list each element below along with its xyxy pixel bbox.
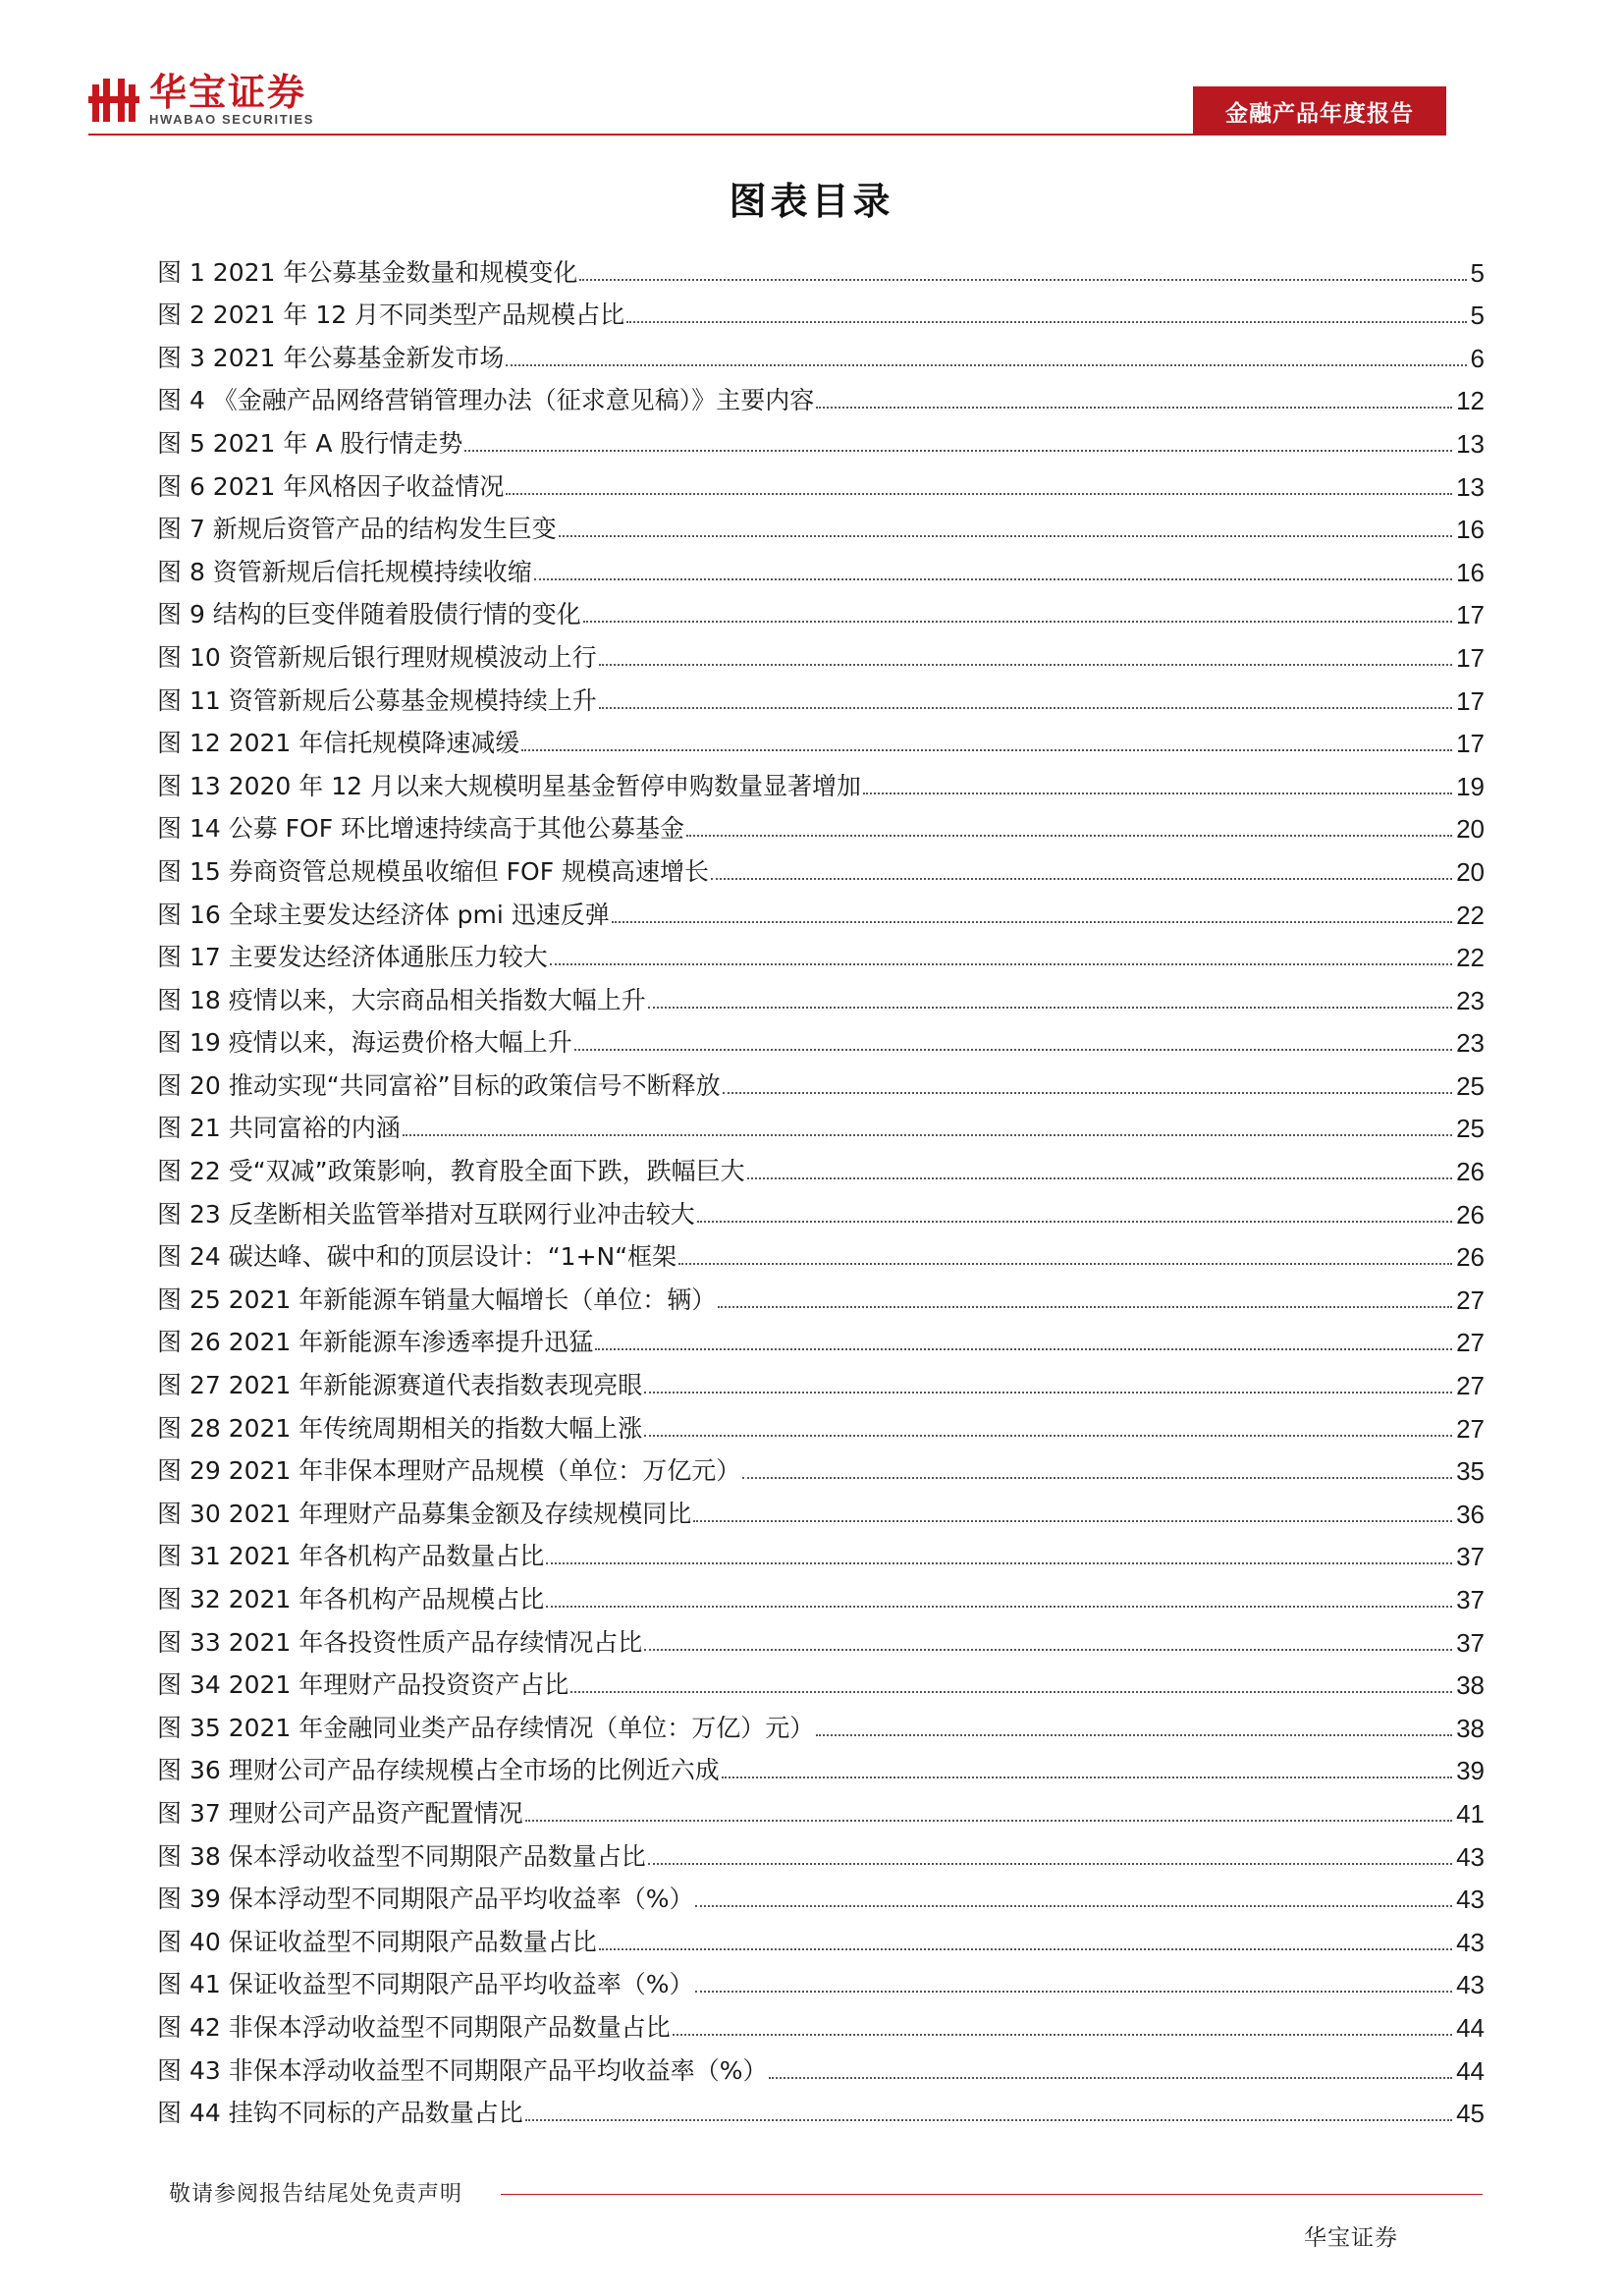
toc-entry[interactable] [157,1999,1485,2043]
toc-leader-dots [525,1820,1452,1822]
toc-entry[interactable] [157,758,1485,801]
toc-entry-page: 5 [1470,301,1485,331]
toc-leader-dots [506,493,1452,495]
toc-entry[interactable] [157,1143,1485,1186]
toc-entry-page: 23 [1456,1028,1485,1059]
toc-entry-label: 图 28 2021 年传统周期相关的指数大幅上涨 [157,1413,643,1443]
toc-leader-dots [595,1348,1452,1350]
toc-leader-dots [722,1777,1452,1778]
toc-entry-page: 13 [1456,471,1485,502]
toc-entry-label: 图 20 推动实现“共同富裕”目标的政策信号不断释放 [157,1070,721,1100]
toc-entry-page: 35 [1456,1456,1485,1487]
toc-entry[interactable] [157,1957,1485,2000]
toc-entry-page: 39 [1456,1756,1485,1786]
toc-entry-label: 图 16 全球主要发达经济体 pmi 迅速反弹 [157,900,610,929]
toc-entry-label: 图 41 保证收益型不同期限产品平均收益率（%） [157,1970,694,1999]
toc-entry-page: 27 [1456,1328,1485,1358]
toc-leader-dots [695,1905,1452,1907]
toc-entry[interactable] [157,544,1485,587]
toc-entry-page: 5 [1470,257,1485,288]
toc-entry-page: 38 [1456,1713,1485,1743]
toc-entry[interactable] [157,1614,1485,1658]
toc-entry-label: 图 36 理财公司产品存续规模占全市场的比例近六成 [157,1756,720,1785]
toc-entry-page: 37 [1456,1542,1485,1572]
toc-leader-dots [403,1134,1452,1136]
toc-entry[interactable] [157,1357,1485,1400]
toc-entry-label: 图 31 2021 年各机构产品数量占比 [157,1542,545,1571]
toc-entry[interactable] [157,502,1485,545]
toc-leader-dots [816,1734,1452,1736]
company-logo [88,73,314,128]
toc-entry[interactable] [157,629,1485,673]
toc-entry[interactable] [157,1186,1485,1230]
toc-entry[interactable] [157,1785,1485,1829]
toc-leader-dots [574,1049,1452,1051]
toc-entry-page: 37 [1456,1585,1485,1614]
toc-entry-page: 17 [1456,685,1485,716]
toc-entry-label: 图 4 《金融产品网络营销管理办法（征求意见稿）》主要内容 [157,386,815,415]
toc-entry-label: 图 6 2021 年风格因子收益情况 [157,471,505,501]
toc-leader-dots [678,1263,1452,1265]
toc-entry[interactable] [157,245,1485,288]
toc-entry-page: 13 [1456,428,1485,459]
toc-leader-dots [521,749,1452,751]
toc-entry[interactable] [157,459,1485,502]
toc-entry[interactable] [157,415,1485,459]
hwabao-logo-icon [88,75,139,126]
toc-entry-label: 图 8 资管新规后信托规模持续收缩 [157,557,532,586]
toc-entry-label: 图 18 疫情以来，大宗商品相关指数大幅上升 [157,985,646,1014]
toc-entry[interactable] [157,1914,1485,1957]
toc-entry-page: 6 [1470,343,1485,373]
toc-entry-page: 27 [1456,1413,1485,1444]
toc-leader-dots [742,1477,1452,1479]
toc-entry-label: 图 12 2021 年信托规模降速减缓 [157,729,520,758]
toc-entry[interactable] [157,1700,1485,1743]
toc-entry-label: 图 25 2021 年新能源车销量大幅增长（单位：辆） [157,1285,717,1314]
toc-leader-dots [723,1092,1452,1094]
toc-entry[interactable] [157,716,1485,759]
toc-leader-dots [747,1177,1452,1179]
toc-leader-dots [693,1520,1452,1522]
toc-entry-label: 图 34 2021 年理财产品投资资产占比 [157,1670,569,1700]
toc-entry-page: 17 [1456,642,1485,673]
toc-leader-dots [863,793,1452,794]
toc-entry-page: 26 [1456,1157,1485,1187]
toc-entry-label: 图 3 2021 年公募基金新发市场 [157,343,505,372]
toc-entry[interactable] [157,1444,1485,1487]
toc-entry-page: 27 [1456,1285,1485,1315]
toc-leader-dots [599,707,1452,709]
toc-entry[interactable] [157,1571,1485,1614]
toc-entry-page: 43 [1456,1970,1485,2000]
toc-entry-page: 17 [1456,600,1485,630]
toc-leader-dots [599,1948,1452,1950]
toc-entry-label: 图 42 非保本浮动收益型不同期限产品数量占比 [157,2012,671,2042]
toc-entry[interactable] [157,930,1485,973]
toc-entry[interactable] [157,2043,1485,2086]
report-type-tag: 金融产品年度报告 [1193,86,1446,136]
toc-entry-page: 20 [1456,814,1485,845]
page-title: 图表目录 [729,179,894,223]
toc-leader-dots [673,2034,1452,2036]
toc-entry[interactable] [157,1872,1485,1915]
toc-entry[interactable] [157,887,1485,930]
toc-leader-dots [534,578,1452,580]
toc-entry-page: 38 [1456,1670,1485,1701]
toc-leader-dots [686,835,1452,837]
toc-entry-page: 23 [1456,985,1485,1015]
toc-leader-dots [644,1435,1452,1437]
toc-entry[interactable] [157,1015,1485,1059]
toc-leader-dots [464,450,1452,452]
toc-entry-page: 43 [1456,1841,1485,1872]
toc-leader-dots [648,1007,1452,1009]
toc-entry-page: 12 [1456,386,1485,416]
toc-leader-dots [579,279,1466,281]
toc-entry-label: 图 39 保本浮动型不同期限产品平均收益率（%） [157,1885,694,1914]
toc-entry-page: 27 [1456,1371,1485,1401]
toc-entry[interactable] [157,801,1485,845]
toc-entry[interactable] [157,1272,1485,1315]
footer-brand: 华宝证券 [1304,2225,1398,2251]
toc-entry-label: 图 40 保证收益型不同期限产品数量占比 [157,1927,597,1956]
toc-leader-dots [546,1562,1452,1564]
toc-entry-label: 图 21 共同富裕的内涵 [157,1114,401,1143]
toc-entry[interactable] [157,1658,1485,1701]
toc-leader-dots [769,2077,1452,2079]
toc-entry-label: 图 29 2021 年非保本理财产品规模（单位：万亿元） [157,1456,741,1486]
toc-entry-page: 19 [1456,771,1485,801]
toc-entry-label: 图 33 2021 年各投资性质产品存续情况占比 [157,1627,643,1657]
toc-leader-dots [559,535,1452,537]
toc-entry-label: 图 14 公募 FOF 环比增速持续高于其他公募基金 [157,814,685,844]
toc-entry-label: 图 26 2021 年新能源车渗透率提升迅猛 [157,1328,594,1357]
toc-entry-label: 图 9 结构的巨变伴随着股债行情的变化 [157,600,581,629]
toc-entry-page: 37 [1456,1627,1485,1658]
toc-entry[interactable] [157,1101,1485,1144]
toc-entry-page: 20 [1456,856,1485,887]
toc-leader-dots [599,664,1452,666]
toc-entry-page: 17 [1456,729,1485,759]
toc-entry[interactable] [157,288,1485,331]
logo-chinese-name: 华宝证券 [149,71,307,114]
toc-entry-label: 图 32 2021 年各机构产品规模占比 [157,1585,545,1613]
toc-entry[interactable] [157,1058,1485,1101]
toc-entry-label: 图 10 资管新规后银行理财规模波动上行 [157,642,597,672]
toc-entry[interactable] [157,587,1485,630]
toc-entry-label: 图 37 理财公司产品资产配置情况 [157,1798,523,1828]
toc-entry[interactable] [157,330,1485,373]
toc-entry[interactable] [157,373,1485,416]
toc-leader-dots [506,364,1466,366]
toc-entry[interactable] [157,1529,1485,1572]
toc-entry-page: 25 [1456,1114,1485,1144]
toc-entry[interactable] [157,2086,1485,2129]
figure-table-of-contents [157,245,1485,2128]
toc-entry[interactable] [157,1743,1485,1786]
toc-leader-dots [695,1991,1452,1993]
toc-leader-dots [626,321,1466,323]
toc-entry[interactable] [157,844,1485,887]
toc-entry-label: 图 44 挂钩不同标的产品数量占比 [157,2099,523,2128]
toc-entry-label: 图 2 2021 年 12 月不同类型产品规模占比 [157,301,625,330]
toc-entry-label: 图 30 2021 年理财产品募集金额及存续规模同比 [157,1499,692,1528]
toc-entry-label: 图 22 受“双减”政策影响，教育股全面下跌，跌幅巨大 [157,1157,745,1186]
toc-entry-label: 图 27 2021 年新能源赛道代表指数表现亮眼 [157,1371,643,1400]
toc-leader-dots [644,1649,1452,1651]
toc-entry-label: 图 19 疫情以来，海运费价格大幅上升 [157,1028,572,1058]
toc-leader-dots [644,1392,1452,1394]
toc-entry[interactable] [157,1829,1485,1872]
toc-entry-label: 图 5 2021 年 A 股行情走势 [157,428,463,458]
toc-entry[interactable] [157,1486,1485,1529]
toc-entry-page: 22 [1456,943,1485,973]
toc-leader-dots [583,621,1452,623]
toc-leader-dots [816,407,1452,409]
toc-leader-dots [711,878,1452,880]
toc-entry[interactable] [157,972,1485,1015]
toc-entry[interactable] [157,1230,1485,1273]
toc-entry-page: 26 [1456,1199,1485,1230]
toc-entry-label: 图 11 资管新规后公募基金规模持续上升 [157,685,597,715]
toc-leader-dots [697,1221,1452,1223]
logo-english-name: HWABAO SECURITIES [149,112,315,127]
toc-entry-page: 25 [1456,1070,1485,1101]
toc-entry-page: 16 [1456,515,1485,545]
toc-entry-page: 43 [1456,1927,1485,1957]
toc-entry[interactable] [157,1315,1485,1358]
footer-divider [501,2194,1483,2195]
toc-leader-dots [718,1306,1452,1308]
toc-entry-page: 16 [1456,557,1485,587]
toc-entry-page: 44 [1456,2012,1485,2043]
toc-leader-dots [546,1606,1452,1608]
toc-entry-page: 45 [1456,2099,1485,2129]
toc-entry-label: 图 1 2021 年公募基金数量和规模变化 [157,257,578,287]
toc-entry-label: 图 23 反垄断相关监管举措对互联网行业冲击较大 [157,1199,695,1229]
toc-entry[interactable] [157,1400,1485,1444]
toc-entry-label: 图 17 主要发达经济体通胀压力较大 [157,943,548,972]
toc-entry-label: 图 35 2021 年金融同业类产品存续情况（单位：万亿）元） [157,1713,815,1742]
toc-entry-page: 26 [1456,1242,1485,1273]
toc-leader-dots [525,2119,1452,2121]
toc-entry-page: 44 [1456,2055,1485,2086]
toc-leader-dots [612,921,1452,923]
toc-entry[interactable] [157,673,1485,716]
toc-entry-label: 图 43 非保本浮动收益型不同期限产品平均收益率（%） [157,2055,768,2085]
toc-entry-page: 43 [1456,1885,1485,1915]
toc-entry-label: 图 13 2020 年 12 月以来大规模明星基金暂停申购数量显著增加 [157,771,861,800]
toc-entry-label: 图 7 新规后资管产品的结构发生巨变 [157,515,557,544]
toc-entry-page: 22 [1456,900,1485,930]
toc-entry-label: 图 38 保本浮动收益型不同期限产品数量占比 [157,1841,646,1871]
footer-disclaimer: 敬请参阅报告结尾处免责声明 [169,2182,463,2207]
toc-entry-label: 图 24 碳达峰、碳中和的顶层设计：“1+N“框架 [157,1242,677,1272]
toc-leader-dots [648,1863,1452,1865]
toc-entry-page: 41 [1456,1798,1485,1829]
toc-leader-dots [550,963,1452,965]
toc-leader-dots [570,1691,1452,1693]
toc-entry-page: 36 [1456,1499,1485,1529]
toc-entry-label: 图 15 券商资管总规模虽收缩但 FOF 规模高速增长 [157,856,710,886]
